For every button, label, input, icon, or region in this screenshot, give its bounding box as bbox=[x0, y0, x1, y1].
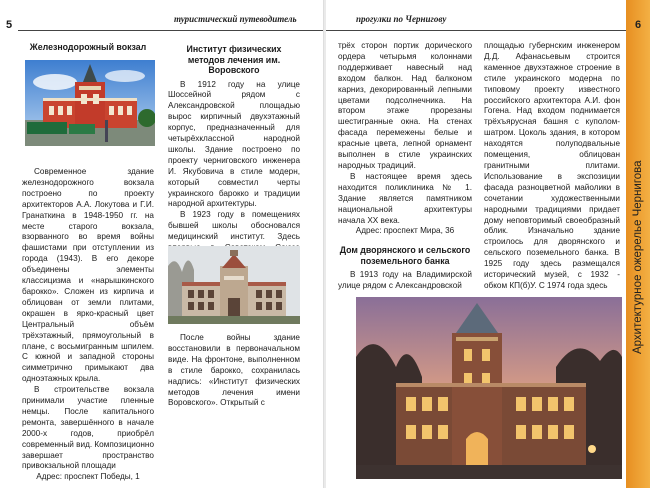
header-rule-left bbox=[18, 30, 324, 31]
institute-text-2 bbox=[168, 333, 300, 409]
railway-paragraph-1: Современное здание железнодорожного вокзала построено по проекту архитекторов А.А. Локутова и Г.И. Гранаткина в 1948-1950 гг. на месте старого вокзала, взорванного во время войны фашистами при отступлении из города (1943). В его декоре объединены элементы классицизма и «нарышкинского барокко». Сложен из кирпича и облицован от земли плитами, окрашен в ярко-красный цвет Центральный объём трёхэтажный, прямоугольный в плане, с восьмигранным шпилем. С южной и западной стороны симметрично примыкают два одноэтажных крыла. bbox=[22, 167, 154, 384]
left-page bbox=[0, 0, 324, 488]
institute-paragraph-3: После войны здание восстановили в первоначальном виде. На фронтоне, выполненном в стиле барокко, сохранилась надпись: «Институт физических методов лечения имени Воровского». Открытый с bbox=[168, 333, 300, 408]
running-title-left: туристический путеводитель bbox=[174, 14, 297, 24]
side-tab bbox=[626, 0, 650, 488]
railway-paragraph-2: В строительстве вокзала принимали участие пленные немцы. После капитального ремонта, завершённого в начале 2000-х годов, приобрёл современный вид. Композиционно завершает пространство привокзальной площади bbox=[22, 385, 154, 471]
right-page bbox=[326, 0, 650, 488]
column-bank bbox=[484, 41, 620, 292]
page-number-left: 5 bbox=[6, 19, 13, 31]
column-railway bbox=[22, 42, 154, 57]
railway-station-photo bbox=[25, 60, 155, 146]
header-rule-right bbox=[326, 30, 626, 31]
continuation-address: Адрес: проспект Мира, 36 bbox=[355, 226, 455, 236]
bank-paragraph-2: площадью губернским инженером Д.Д. Афанасьевым строится каменное двухэтажное строение в стиле украинского модерна по типовому проекту известного российского архитектора А.И. фон Гогена. Над входом поднимается трёхъярусная башня с куполом-шатром. Цоколь здания, в котором находятся полуподвальные помещения, облицован гранитными плитами. Использование в экспозиции фасада разноцветной майолики в сочетании художественными народными традициями придает дому неповторимый своеобразный облик. Изначально здание строилось для дворянского и сельского поземельного банка. В 1925 году здесь размещался исторический музей, с 1932 - обком КП(б)У. С 1974 года здесь bbox=[484, 41, 620, 290]
page-number-right: 6 bbox=[634, 19, 642, 31]
side-tab-title: Архитектурное ожерелье Чернигова bbox=[632, 160, 644, 354]
institute-paragraph-2: В 1923 году в помещениях бывшей школы обосновался медицинский институт. Здесь bbox=[168, 210, 300, 242]
bank-paragraph-1: В 1913 году на Владимирской улице рядом с Александровской bbox=[338, 270, 472, 291]
bank-building-photo bbox=[356, 297, 622, 479]
institute-building-photo bbox=[168, 246, 300, 324]
railway-address: Адрес: проспект Победы, 1 bbox=[36, 472, 140, 482]
railway-text bbox=[22, 167, 154, 483]
running-title-right: прогулки по Чернигову bbox=[356, 14, 447, 24]
continuation-paragraph-2: В настоящее время здесь находится поликлиника № 1. Здание является памятником национальной архитектуры начала XX века. bbox=[338, 171, 472, 225]
section-title-railway: Железнодорожный вокзал bbox=[29, 42, 147, 52]
continuation-paragraph-1: трёх сторон портик дорического ордера четырьмя колоннами поддерживает навесный над входом балкон. Над балконом карниз, декорированный лепными цветами подсолнечника. На втором этаже прорезаны шестигранные окна. На стенах фасада перемежены белые и красные цвета, лепной орнамент выполнен в стиле украинских народных традиций. bbox=[338, 41, 472, 170]
column-continuation bbox=[338, 41, 472, 292]
section-title-bank: Дом дворянского и сельского поземельного банка bbox=[339, 245, 471, 266]
section-title-institute: Институт физических методов лечения им. Воровского bbox=[186, 44, 282, 75]
institute-paragraph-1: В 1912 году на улице Шоссейной рядом с Александровской площадью вырос кирпичный двухэтажный корпус, предназначенный для четырёхклассной народной школы. Здание построено по проекту черниговского инженера И. Якубовича в стиле модерн, который совместил черты украинского барокко и традиции народной архитектуры. bbox=[168, 79, 300, 209]
